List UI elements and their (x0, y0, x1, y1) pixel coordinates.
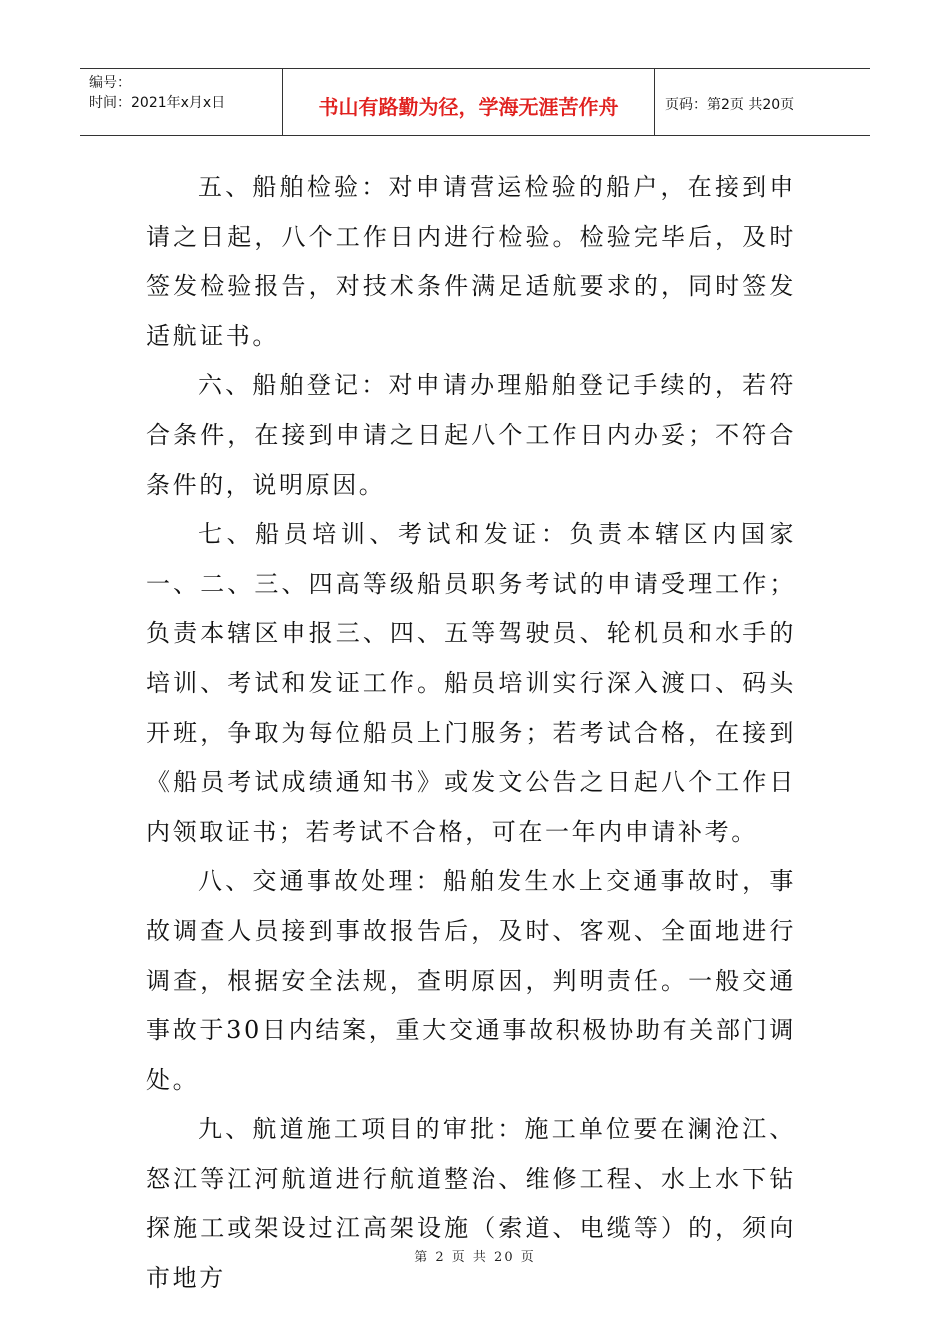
paragraph-channel-approval: 九、航道施工项目的审批：施工单位要在澜沧江、怒江等江河航道进行航道整治、维修工程、水上水下钻探施工或架设过江高架设施（索道、电缆等）的，须向市地方 (146, 1115, 796, 1293)
paragraph-crew-training: 七、船员培训、考试和发证：负责本辖区内国家一、二、三、四高等级船员职务考试的申请受理工作；负责本辖区申报三、四、五等驾驶员、轮机员和水手的培训、考试和发证工作。船员培训实行深入渡口、码头开班，争取为每位船员上门服务；若考试合格，在接到《船员考试成绩通知书》或发文公告之日起八个工作日内领取证书；若考试不合格，可在一年内申请补考。 (146, 520, 796, 846)
paragraph-vessel-registration: 六、船舶登记：对申请办理船舶登记手续的，若符合条件，在接到申请之日起八个工作日内办妥；不符合条件的，说明原因。 (146, 371, 796, 499)
document-number-label: 编号： (89, 75, 131, 91)
header-motto: 书山有路勤为径，学海无涯苦作舟 (283, 69, 655, 135)
paragraph-accident-handling: 八、交通事故处理：船舶发生水上交通事故时，事故调查人员接到事故报告后，及时、客观、全面地进行调查，根据安全法规，查明原因，判明责任。一般交通事故于30日内结案，重大交通事故积极协助有关部门调处。 (146, 867, 796, 1094)
document-body (146, 163, 796, 1304)
document-time-label: 时间：2021年x月x日 (89, 95, 226, 111)
page-header (80, 68, 870, 136)
page-footer: 第 2 页 共 20 页 (414, 1250, 536, 1265)
header-meta (80, 69, 283, 135)
header-page-info: 页码：第2页 共20页 (665, 97, 795, 113)
paragraph-vessel-inspection: 五、船舶检验：对申请营运检验的船户，在接到申请之日起，八个工作日内进行检验。检验完毕后，及时签发检验报告，对技术条件满足适航要求的，同时签发适航证书。 (146, 173, 796, 350)
